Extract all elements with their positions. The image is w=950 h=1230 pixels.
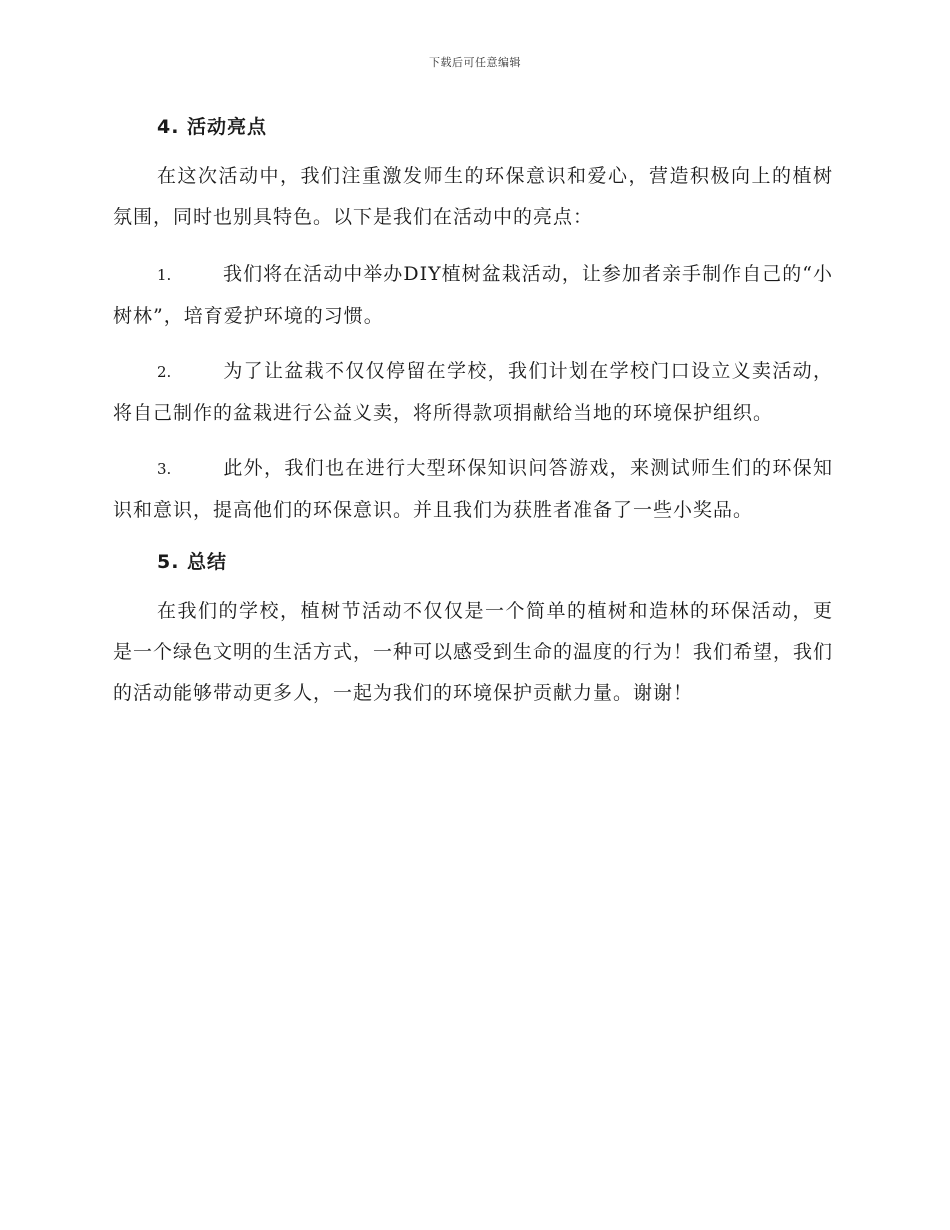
list-item — [113, 448, 833, 531]
list-item-number: 3. — [157, 460, 172, 478]
list-item-text: 我们将在活动中举办DIY植树盆栽活动，让参加者亲手制作自己的“小树林”，培育爱护环境的习惯。 — [113, 263, 833, 327]
summary-paragraph: 在我们的学校，植树节活动不仅仅是一个简单的植树和造林的环保活动，更是一个绿色文明的生活方式，一种可以感受到生命的温度的行为！我们希望，我们的活动能够带动更多人，一起为我们的环境保护贡献力量。谢谢！ — [113, 600, 834, 704]
list-item-text: 此外，我们也在进行大型环保知识问答游戏，来测试师生们的环保知识和意识，提高他们的环保意识。并且我们为获胜者准备了一些小奖品。 — [113, 457, 833, 521]
list-item — [113, 254, 833, 337]
list-item-text: 为了让盆栽不仅仅停留在学校，我们计划在学校门口设立义卖活动，将自己制作的盆栽进行公益义卖，将所得款项捐献给当地的环境保护组织。 — [113, 360, 833, 424]
document-body — [113, 110, 833, 730]
list-item-number: 1. — [157, 266, 172, 284]
list-item-number: 2. — [157, 363, 172, 381]
highlights-intro-paragraph: 在这次活动中，我们注重激发师生的环保意识和爱心，营造积极向上的植树氛围，同时也别具特色。以下是我们在活动中的亮点： — [113, 165, 833, 228]
page-header: 下载后可任意编辑 — [429, 56, 521, 69]
list-item — [113, 351, 833, 434]
section-heading-summary: 5. 总结 — [157, 551, 228, 573]
section-heading-highlights: 4. 活动亮点 — [157, 116, 268, 138]
